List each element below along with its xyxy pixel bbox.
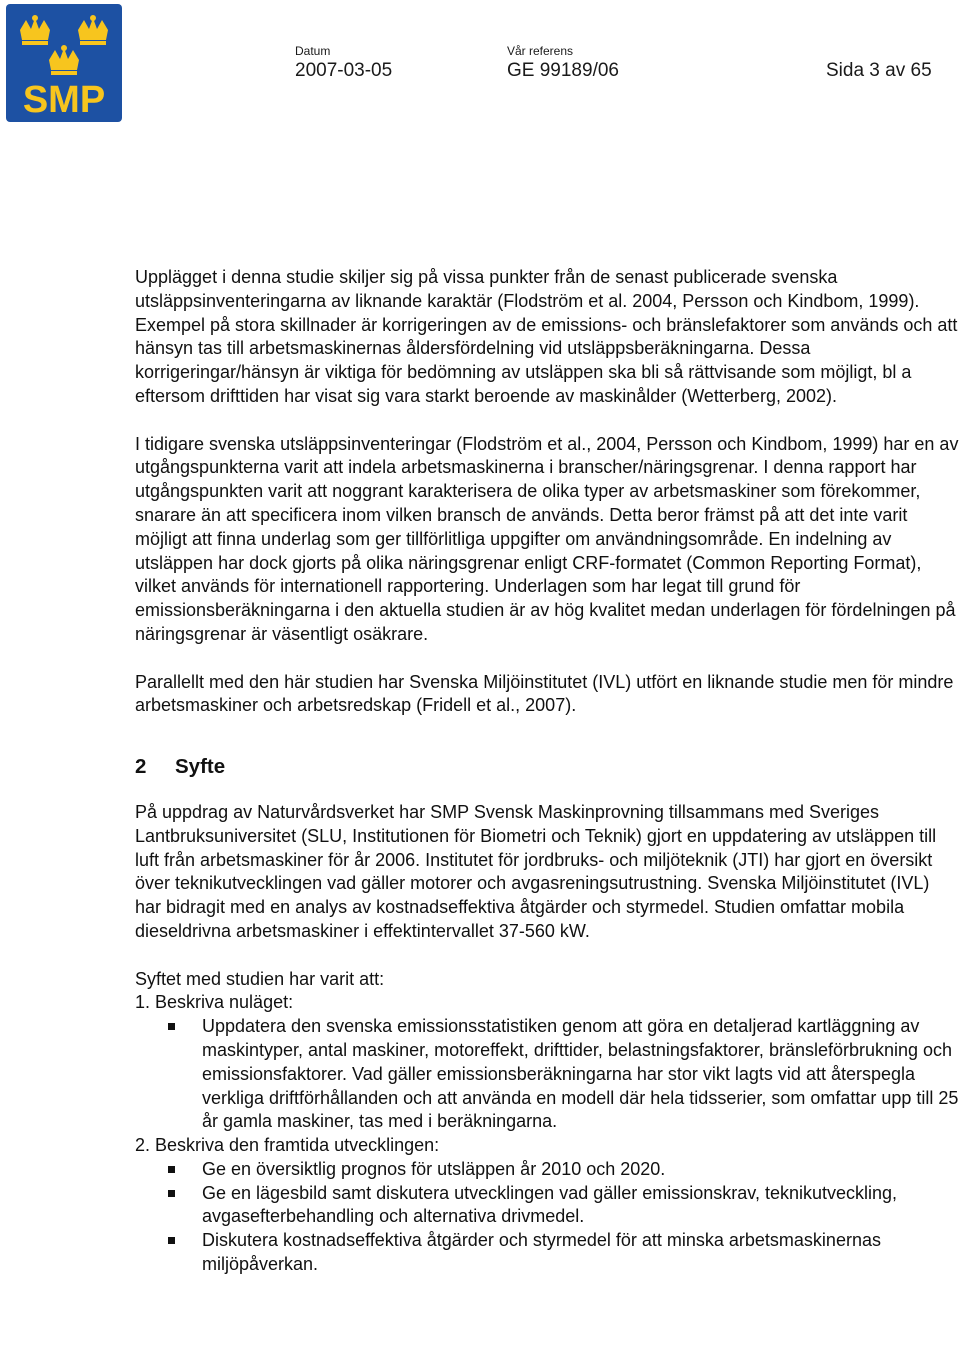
paragraph: På uppdrag av Naturvårdsverket har SMP Svensk Maskinprovning tillsammans med Sveriges Lantbruksuniversitet (SLU, Institutionen för Biometri och Teknik) gjort en uppdatering av utsläppen till luft från arbetsmaskiner för år 2006. Institutet för jordbruks- och miljöteknik (JTI) har gjort en översikt över teknikutvecklingen vad gäller motorer och avgasreningsutrustning. Svenska Miljöinstitutet (IVL) har bidragit med en analys av kostnadseffektiva åtgärder och styrmedel. Studien omfattar mobila dieseldrivna arbetsmaskiner i effektintervallet 37-560 kW. (135, 801, 937, 941)
bullet-list (135, 1158, 960, 1277)
list-item (135, 991, 960, 1134)
date-value: 2007-03-05 (295, 60, 393, 81)
step-title: 2. Beskriva den framtida utvecklingen: (135, 1135, 440, 1156)
bullet-item: Ge en översiktlig prognos för utsläppen år 2010 och 2020. (135, 1158, 960, 1182)
step-title: 1. Beskriva nuläget: (135, 992, 294, 1013)
logo-text: SMP (22, 79, 106, 121)
section-title: Syfte (175, 755, 226, 779)
paragraph: Upplägget i denna studie skiljer sig på vissa punkter från de senast publicerade svenska utsläppsinventeringarna av liknande karaktär (Flodström et al. 2004, Persson och Kindbom, 1999). Exempel på stora skillnader är korrigeringen av de emissions- och bränslefaktorer som används och att hänsyn tas till arbetsmaskinernas åldersfördelning vid utsläppsberäkningarna. Dessa korrigeringar/hänsyn är viktiga för bedömning av utsläppen ska bli så rättvisande som möjligt, bl a eftersom drifttiden har visat sig vara starkt beroende av maskinålder (Wetterberg, 2002). (135, 267, 958, 406)
bullet-icon (168, 1190, 175, 1197)
bullet-list (135, 1015, 960, 1134)
smp-logo (6, 4, 122, 122)
aim-intro: Syftet med studien har varit att: (135, 968, 385, 989)
section-number: 2 (135, 755, 147, 779)
aim-list (135, 991, 960, 1277)
reference-label: Vår referens (507, 44, 574, 58)
list-item (135, 1134, 960, 1277)
document-body (135, 266, 960, 1277)
date-label: Datum (295, 44, 331, 58)
bullet-item: Uppdatera den svenska emissionsstatistiken genom att göra en detaljerad kartläggning av maskintyper, antal maskiner, motoreffekt, drifttider, belastningsfaktorer, bränsleförbrukning och emissionsfaktorer. Vad gäller emissionsberäkningarna har stor vikt lagts vid att återspegla verkliga driftförhållanden och att använda en modell där hela tidsserier, som omfattar upp till 25 år gamla maskiner, tas med i beräkningarna. (135, 1015, 960, 1134)
bullet-icon (168, 1023, 175, 1030)
bullet-item: Diskutera kostnadseffektiva åtgärder och styrmedel för att minska arbetsmaskinernas miljöpåverkan. (135, 1229, 960, 1277)
reference-value: GE 99189/06 (507, 60, 619, 81)
paragraph: Parallellt med den här studien har Svenska Miljöinstitutet (IVL) utfört en liknande studie men för mindre arbetsmaskiner och arbetsredskap (Fridell et al., 2007). (135, 671, 954, 716)
bullet-item: Ge en lägesbild samt diskutera utvecklingen vad gäller emissionskrav, teknikutveckling, avgasefterbehandling och alternativa drivmedel. (135, 1182, 960, 1230)
bullet-icon (168, 1237, 175, 1244)
bullet-icon (168, 1166, 175, 1173)
page-number: Sida 3 av 65 (826, 60, 932, 81)
paragraph: I tidigare svenska utsläppsinventeringar (Flodström et al., 2004, Persson och Kindbom, 1999) har en av utgångspunkterna varit att indela arbetsmaskinerna i branscher/näringsgrenar. I denna rapport har utgångspunkten varit att noggrant karakterisera de olika typer av arbetsmaskiner som förekommer, snarare än att specificera inom vilken bransch de används. Detta beror främst på att det inte varit möjligt att finna underlag som ger tillförlitliga uppgifter om användningsområde. En indelning av utsläppen har dock gjorts på olika näringsgrenar enligt CRF-formatet (Common Reporting Format), vilket används för internationell rapportering. Underlagen som har legat till grund för emissionsberäkningarna i den aktuella studien är av hög kvalitet medan underlagen för fördelningen på näringsgrenar är väsentligt osäkrare. (135, 433, 959, 644)
section-heading (135, 755, 960, 779)
